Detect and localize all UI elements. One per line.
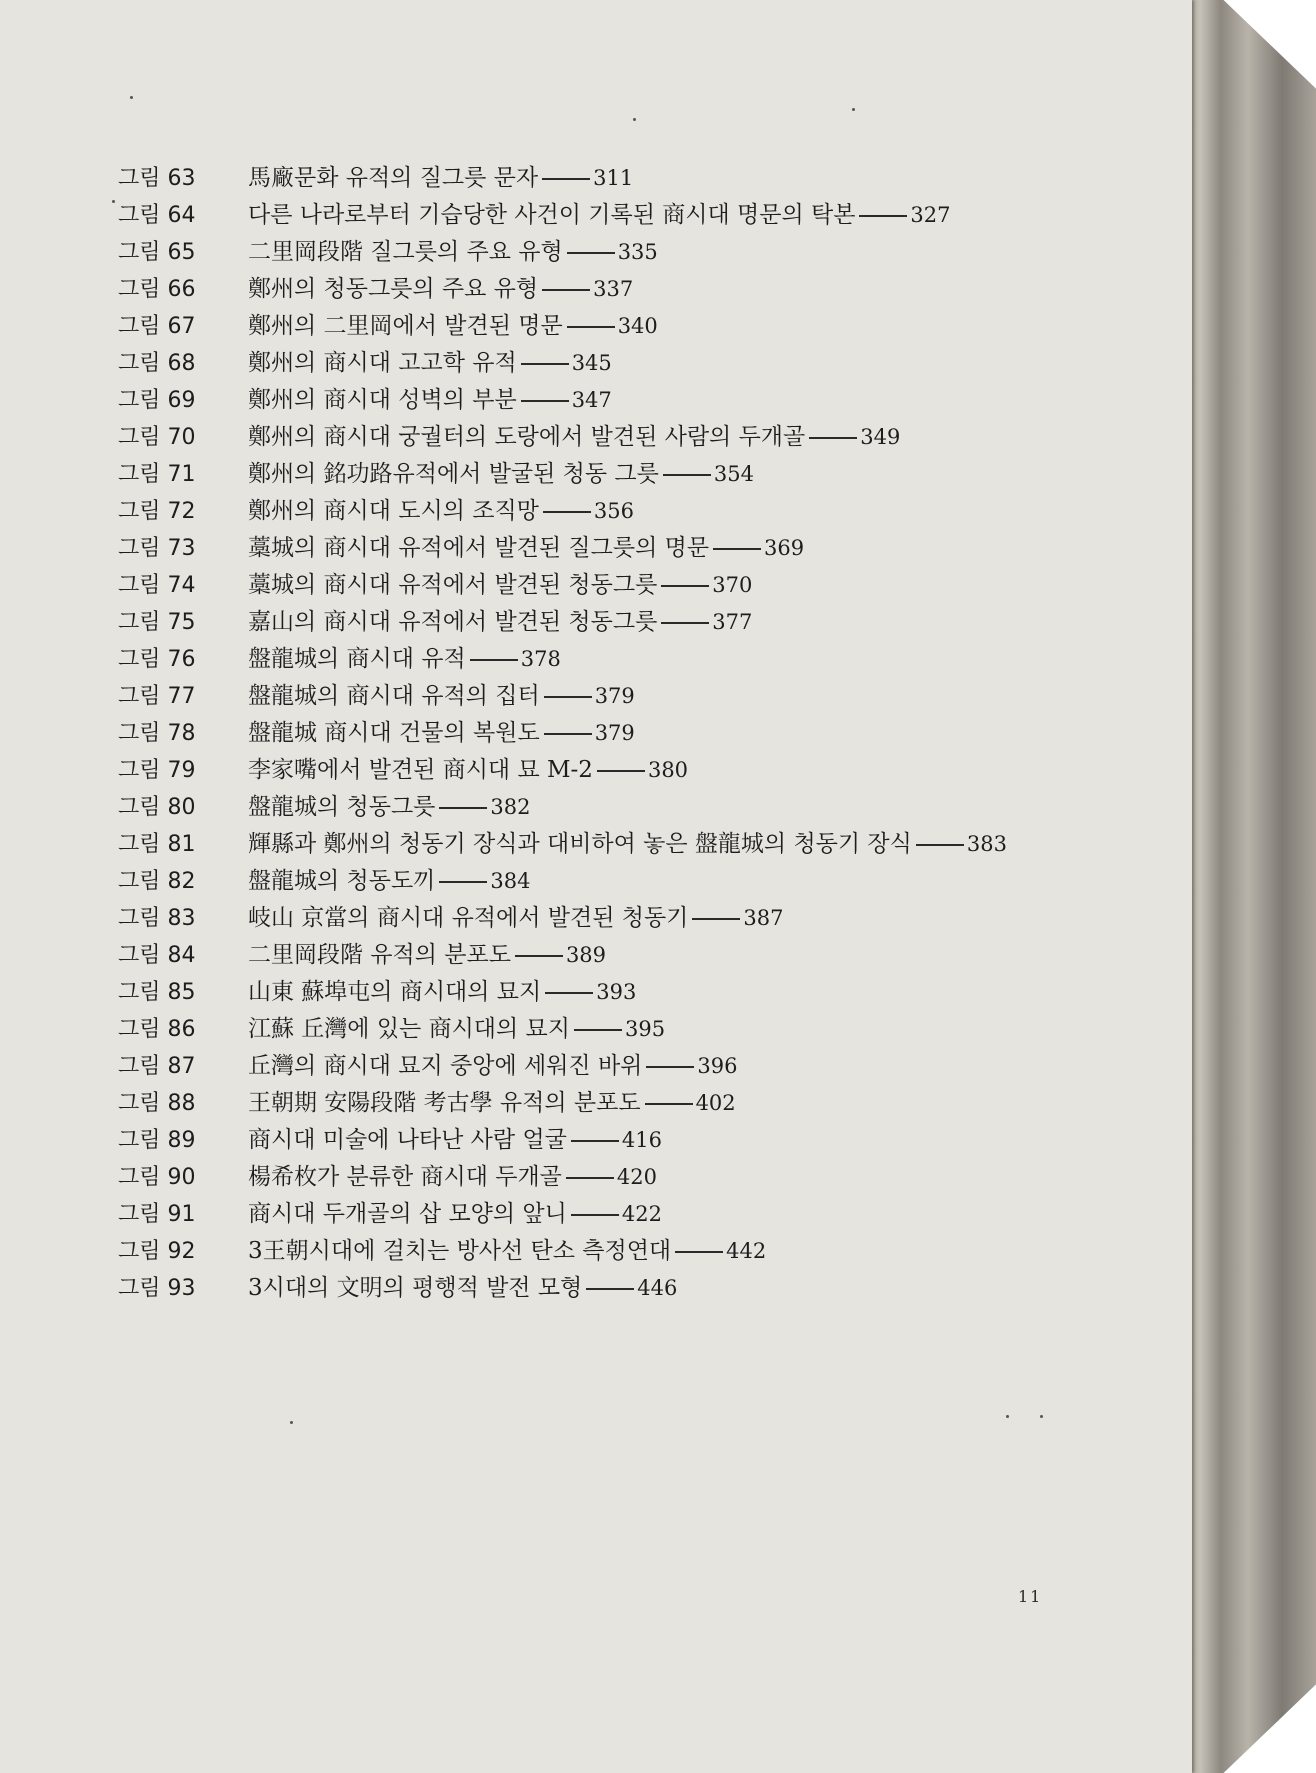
figure-entry [118, 789, 1068, 826]
figure-page-number: 335 [617, 240, 658, 264]
figure-page-number: 383 [966, 832, 1007, 856]
figure-entry [118, 567, 1068, 604]
figure-number: 그림 81 [118, 832, 196, 857]
figure-number: 그림 67 [118, 314, 196, 339]
figure-number: 그림 82 [118, 869, 196, 894]
paper-speck [112, 200, 115, 203]
figure-page-number: 396 [697, 1054, 738, 1078]
leader-dash [663, 474, 711, 476]
figure-number: 그림 79 [118, 758, 196, 783]
figure-title: 丘灣의 商시대 묘지 중앙에 세워진 바위 [248, 1053, 643, 1079]
figure-number: 그림 64 [118, 203, 196, 228]
paper-speck [290, 1421, 293, 1424]
figure-page-number: 377 [712, 610, 753, 634]
figure-entry-body [248, 1159, 1048, 1196]
figure-entry [118, 826, 1068, 863]
figure-entry-body [248, 900, 1048, 937]
figure-entry-body [248, 1085, 1048, 1122]
figure-page-number: 379 [594, 721, 635, 745]
figure-number: 그림 93 [118, 1276, 196, 1301]
figure-entry [118, 271, 1068, 308]
figure-entry [118, 752, 1068, 789]
figure-number: 그림 78 [118, 721, 196, 746]
figure-number: 그림 87 [118, 1054, 196, 1079]
figure-title: 盤龍城 商시대 건물의 복원도 [248, 720, 540, 746]
figure-title: 商시대 두개골의 삽 모양의 앞니 [248, 1201, 567, 1227]
figure-page-number: 354 [713, 462, 754, 486]
figure-entry [118, 715, 1068, 752]
figure-page-number: 327 [910, 203, 951, 227]
leader-dash [544, 696, 592, 698]
figure-entry [118, 530, 1068, 567]
figure-entry-body [248, 382, 1048, 419]
figure-page-number: 446 [637, 1276, 678, 1300]
paper-speck [633, 118, 636, 121]
figure-title: 二里岡段階 질그릇의 주요 유형 [248, 239, 563, 265]
figure-page-number: 384 [490, 869, 531, 893]
leader-dash [646, 1066, 694, 1068]
figure-number: 그림 75 [118, 610, 196, 635]
figure-entry [118, 641, 1068, 678]
figure-entry [118, 604, 1068, 641]
figure-page-number: 382 [490, 795, 531, 819]
figure-page-number: 349 [860, 425, 901, 449]
figure-title: 李家嘴에서 발견된 商시대 묘 M-2 [248, 757, 593, 783]
figure-entry-body [248, 937, 1048, 974]
leader-dash [571, 1140, 619, 1142]
figure-entry-body [248, 604, 1048, 641]
figure-entry-body [248, 234, 1048, 271]
figure-number: 그림 70 [118, 425, 196, 450]
leader-dash [916, 844, 964, 846]
paper-speck [1040, 1415, 1043, 1418]
figure-number: 그림 76 [118, 647, 196, 672]
figure-page-number: 416 [621, 1128, 662, 1152]
figure-title: 王朝期 安陽段階 考古學 유적의 분포도 [248, 1090, 641, 1116]
figure-page-number: 340 [617, 314, 658, 338]
figure-entry-body [248, 752, 1048, 789]
page-number: 11 [1018, 1587, 1043, 1606]
figure-entry-body [248, 1122, 1048, 1159]
figure-entry [118, 160, 1068, 197]
paper-speck [130, 96, 133, 99]
leader-dash [542, 178, 590, 180]
figure-entry [118, 1196, 1068, 1233]
leader-dash [567, 252, 615, 254]
figure-entry-body [248, 715, 1048, 752]
figure-title: 다른 나라로부터 기습당한 사건이 기록된 商시대 명문의 탁본 [248, 202, 856, 228]
leader-dash [521, 400, 569, 402]
figure-page-number: 345 [571, 351, 612, 375]
figure-entry [118, 197, 1068, 234]
figure-entry-body [248, 567, 1048, 604]
figure-number: 그림 84 [118, 943, 196, 968]
figure-number: 그림 68 [118, 351, 196, 376]
figure-title: 盤龍城의 청동그릇 [248, 794, 436, 820]
figure-number: 그림 89 [118, 1128, 196, 1153]
figure-number: 그림 83 [118, 906, 196, 931]
figure-entry-body [248, 345, 1048, 382]
leader-dash [439, 807, 487, 809]
figure-title: 江蘇 丘灣에 있는 商시대의 묘지 [248, 1016, 570, 1042]
figure-entry [118, 234, 1068, 271]
leader-dash [675, 1251, 723, 1253]
leader-dash [439, 881, 487, 883]
leader-dash [542, 289, 590, 291]
figure-number: 그림 86 [118, 1017, 196, 1042]
figure-title: 二里岡段階 유적의 분포도 [248, 942, 511, 968]
figure-title: 藁城의 商시대 유적에서 발견된 질그릇의 명문 [248, 535, 710, 561]
figure-list [118, 160, 1068, 1307]
figure-title: 盤龍城의 商시대 유적 [248, 646, 466, 672]
leader-dash [645, 1103, 693, 1105]
leader-dash [859, 215, 907, 217]
figure-title: 盤龍城의 청동도끼 [248, 868, 436, 894]
figure-entry-body [248, 419, 1048, 456]
leader-dash [521, 363, 569, 365]
figure-title: 鄭州의 청동그릇의 주요 유형 [248, 276, 539, 302]
leader-dash [597, 770, 645, 772]
book-page-edges [1180, 0, 1316, 1773]
figure-number: 그림 69 [118, 388, 196, 413]
figure-page-number: 402 [695, 1091, 736, 1115]
figure-number: 그림 74 [118, 573, 196, 598]
figure-entry-body [248, 974, 1048, 1011]
figure-entry [118, 456, 1068, 493]
figure-entry-body [248, 271, 1048, 308]
leader-dash [566, 1177, 614, 1179]
figure-page-number: 347 [571, 388, 612, 412]
figure-number: 그림 71 [118, 462, 196, 487]
figure-entry-body [248, 826, 1048, 863]
figure-number: 그림 63 [118, 166, 196, 191]
figure-entry [118, 1048, 1068, 1085]
figure-page-number: 442 [726, 1239, 767, 1263]
figure-page-number: 380 [647, 758, 689, 782]
figure-entry-body [248, 1048, 1048, 1085]
leader-dash [470, 659, 518, 661]
leader-dash [661, 585, 709, 587]
figure-page-number: 378 [520, 647, 561, 671]
figure-title: 楊希枚가 분류한 商시대 두개골 [248, 1164, 562, 1190]
figure-entry-body [248, 789, 1048, 826]
figure-entry [118, 937, 1068, 974]
figure-title: 鄭州의 商시대 성벽의 부분 [248, 387, 517, 413]
figure-title: 馬廠문화 유적의 질그릇 문자 [248, 165, 539, 191]
figure-number: 그림 72 [118, 499, 196, 524]
leader-dash [545, 992, 593, 994]
figure-entry-body [248, 641, 1048, 678]
figure-number: 그림 90 [118, 1165, 196, 1190]
figure-page-number: 356 [593, 499, 634, 523]
figure-entry [118, 1270, 1068, 1307]
figure-page-number: 393 [596, 980, 637, 1004]
figure-title: 鄭州의 商시대 궁궐터의 도랑에서 발견된 사람의 두개골 [248, 424, 806, 450]
figure-entry-body [248, 456, 1048, 493]
figure-number: 그림 65 [118, 240, 196, 265]
figure-title: 鄭州의 商시대 고고학 유적 [248, 350, 517, 376]
figure-entry [118, 308, 1068, 345]
figure-number: 그림 73 [118, 536, 196, 561]
figure-entry [118, 1159, 1068, 1196]
figure-entry-body [248, 530, 1048, 567]
leader-dash [544, 733, 592, 735]
figure-title: 鄭州의 商시대 도시의 조직망 [248, 498, 539, 524]
figure-entry-body [248, 1233, 1048, 1270]
figure-page-number: 369 [764, 536, 805, 560]
figure-number: 그림 66 [118, 277, 196, 302]
leader-dash [809, 437, 857, 439]
figure-number: 그림 85 [118, 980, 196, 1005]
figure-entry [118, 863, 1068, 900]
figure-entry [118, 900, 1068, 937]
leader-dash [661, 622, 709, 624]
figure-title: 藁城의 商시대 유적에서 발견된 청동그릇 [248, 572, 658, 598]
figure-entry-body [248, 678, 1048, 715]
figure-page-number: 389 [565, 943, 607, 967]
figure-title: 3王朝시대에 걸치는 방사선 탄소 측정연대 [248, 1238, 672, 1264]
figure-entry-body [248, 1196, 1048, 1233]
figure-number: 그림 80 [118, 795, 196, 820]
figure-title: 鄭州의 二里岡에서 발견된 명문 [248, 313, 563, 339]
figure-entry [118, 1085, 1068, 1122]
figure-entry-body [248, 160, 1048, 197]
leader-dash [692, 918, 740, 920]
figure-entry-body [248, 493, 1048, 530]
figure-number: 그림 77 [118, 684, 196, 709]
figure-entry-body [248, 308, 1048, 345]
figure-entry-body [248, 197, 1048, 234]
figure-entry [118, 678, 1068, 715]
leader-dash [574, 1029, 622, 1031]
figure-page-number: 379 [594, 684, 635, 708]
figure-title: 3시대의 文明의 평행적 발전 모형 [248, 1275, 583, 1301]
figure-title: 商시대 미술에 나타난 사람 얼굴 [248, 1127, 567, 1153]
figure-entry-body [248, 863, 1048, 900]
figure-number: 그림 91 [118, 1202, 196, 1227]
figure-entry [118, 419, 1068, 456]
figure-entry [118, 974, 1068, 1011]
figure-title: 輝縣과 鄭州의 청동기 장식과 대비하여 놓은 盤龍城의 청동기 장식 [248, 831, 912, 857]
figure-entry [118, 1011, 1068, 1048]
figure-entry [118, 1122, 1068, 1159]
figure-page-number: 422 [621, 1202, 662, 1226]
leader-dash [543, 511, 591, 513]
figure-title: 岐山 京當의 商시대 유적에서 발견된 청동기 [248, 905, 689, 931]
leader-dash [713, 548, 761, 550]
leader-dash [571, 1214, 619, 1216]
figure-page-number: 420 [616, 1165, 657, 1189]
figure-page-number: 387 [743, 906, 784, 930]
paper-speck [1006, 1415, 1009, 1418]
figure-entry-body [248, 1011, 1048, 1048]
figure-entry [118, 1233, 1068, 1270]
leader-dash [515, 955, 563, 957]
figure-title: 山東 蘇埠屯의 商시대의 묘지 [248, 979, 542, 1005]
figure-number: 그림 88 [118, 1091, 196, 1116]
leader-dash [567, 326, 615, 328]
figure-number: 그림 92 [118, 1239, 196, 1264]
leader-dash [586, 1288, 634, 1290]
figure-page-number: 311 [593, 166, 634, 190]
figure-entry-body [248, 1270, 1048, 1307]
figure-page-number: 337 [593, 277, 634, 301]
figure-title: 嘉山의 商시대 유적에서 발견된 청동그릇 [248, 609, 658, 635]
figure-entry [118, 493, 1068, 530]
figure-entry [118, 382, 1068, 419]
paper-speck [852, 108, 855, 111]
figure-page-number: 395 [625, 1017, 666, 1041]
figure-page-number: 370 [712, 573, 753, 597]
figure-title: 盤龍城의 商시대 유적의 집터 [248, 683, 540, 709]
figure-title: 鄭州의 銘功路유적에서 발굴된 청동 그릇 [248, 461, 659, 487]
figure-entry [118, 345, 1068, 382]
